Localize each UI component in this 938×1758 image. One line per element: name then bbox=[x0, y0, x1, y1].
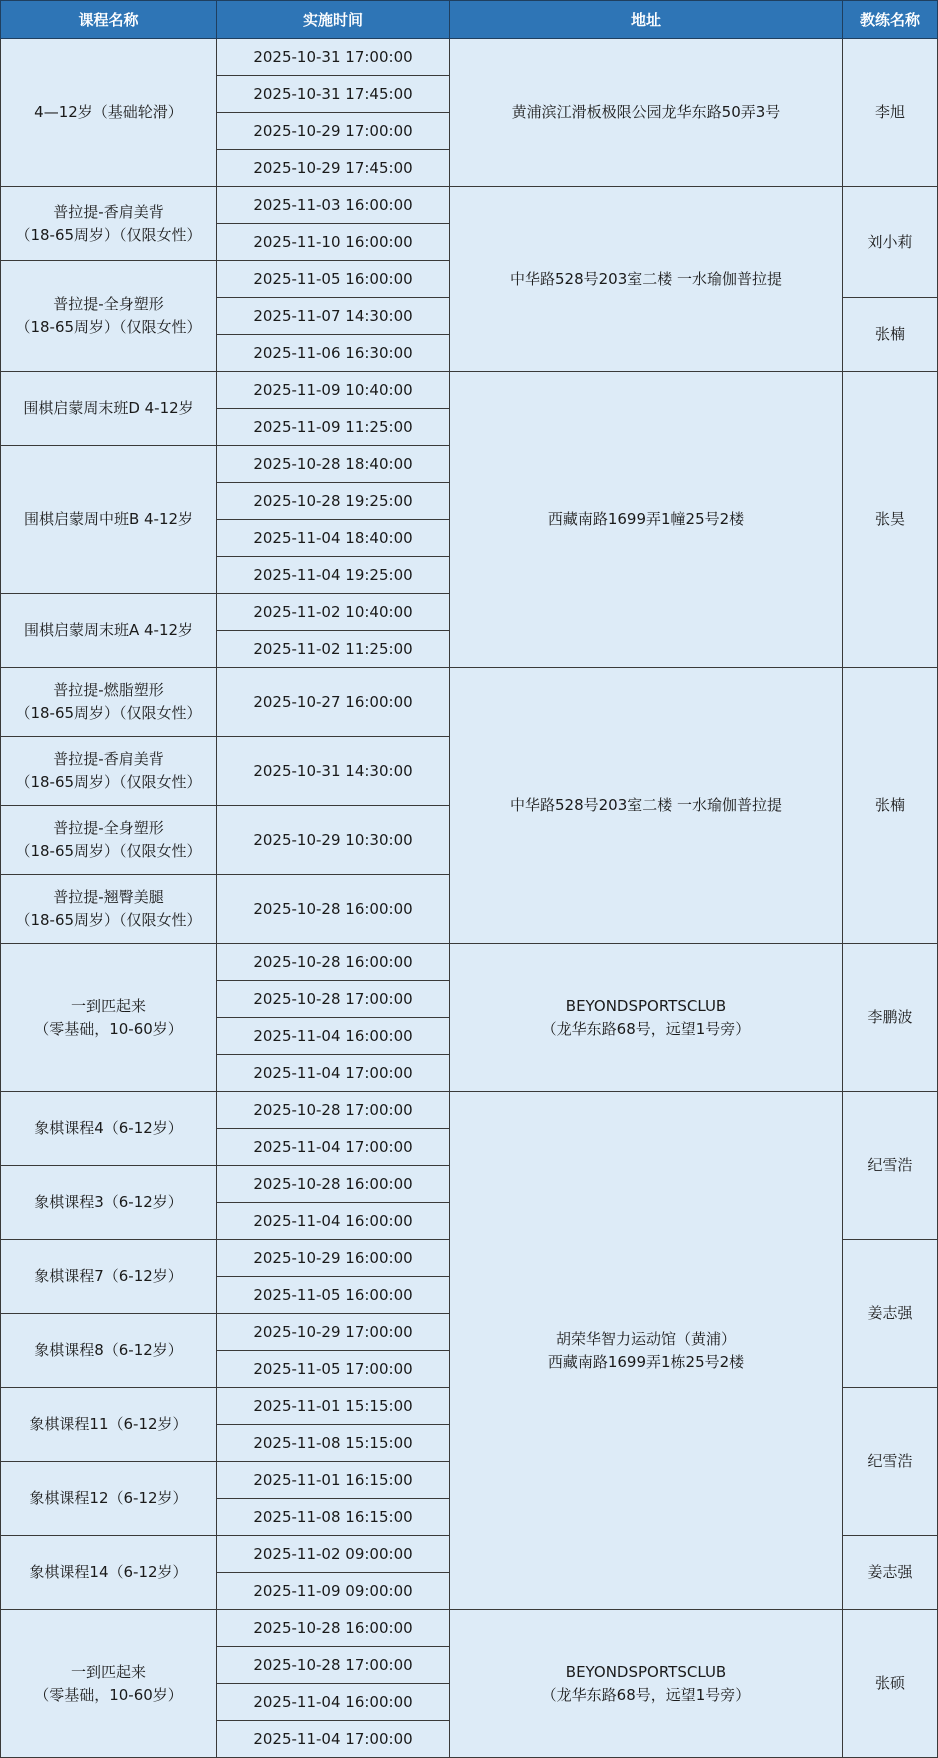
time-cell: 2025-10-27 16:00:00 bbox=[217, 668, 450, 737]
course-name-line: （零基础，10-60岁） bbox=[34, 1685, 183, 1704]
table-row bbox=[1, 944, 938, 981]
course-name-line: 普拉提-翘臀美腿 bbox=[53, 888, 164, 906]
course-name-line: 一到匹起来 bbox=[70, 996, 146, 1015]
course-name-line: （18-65周岁）（仅限女性） bbox=[15, 704, 202, 722]
course-name-cell bbox=[1, 668, 217, 737]
address-cell bbox=[450, 372, 843, 668]
time-cell: 2025-10-28 16:00:00 bbox=[217, 875, 450, 944]
address-line: （龙华东路68号，远望1号旁） bbox=[541, 1019, 751, 1038]
course-name-cell bbox=[1, 372, 217, 446]
time-cell: 2025-11-06 16:30:00 bbox=[217, 335, 450, 372]
coach-cell: 李鹏波 bbox=[843, 944, 938, 1092]
course-name-cell bbox=[1, 446, 217, 594]
time-cell: 2025-10-29 17:00:00 bbox=[217, 113, 450, 150]
course-name-cell bbox=[1, 39, 217, 187]
time-cell: 2025-11-08 15:15:00 bbox=[217, 1425, 450, 1462]
time-cell: 2025-10-28 16:00:00 bbox=[217, 944, 450, 981]
address-cell bbox=[450, 944, 843, 1092]
table-row bbox=[1, 1610, 938, 1647]
course-name-line: 象棋课程3（6-12岁） bbox=[34, 1193, 183, 1211]
coach-cell: 张楠 bbox=[843, 298, 938, 372]
time-cell: 2025-10-29 17:45:00 bbox=[217, 150, 450, 187]
course-name-line: 象棋课程8（6-12岁） bbox=[34, 1341, 183, 1359]
address-line: 胡荣华智力运动馆（黄浦） bbox=[555, 1329, 736, 1348]
time-cell: 2025-11-07 14:30:00 bbox=[217, 298, 450, 335]
course-name-cell bbox=[1, 1462, 217, 1536]
time-cell: 2025-11-04 16:00:00 bbox=[217, 1018, 450, 1055]
time-cell: 2025-11-04 18:40:00 bbox=[217, 520, 450, 557]
header-time: 实施时间 bbox=[217, 1, 450, 39]
course-name-line: 围棋启蒙周中班B 4-12岁 bbox=[23, 510, 194, 528]
time-cell: 2025-11-08 16:15:00 bbox=[217, 1499, 450, 1536]
course-name-cell bbox=[1, 261, 217, 372]
header-coach: 教练名称 bbox=[843, 1, 938, 39]
time-cell: 2025-10-31 14:30:00 bbox=[217, 737, 450, 806]
course-name-cell bbox=[1, 594, 217, 668]
time-cell: 2025-11-04 19:25:00 bbox=[217, 557, 450, 594]
course-name-line: 一到匹起来 bbox=[70, 1662, 146, 1681]
course-name-line: （18-65周岁）（仅限女性） bbox=[15, 911, 202, 929]
course-name-line: 4—12岁（基础轮滑） bbox=[34, 103, 183, 121]
time-cell: 2025-11-05 16:00:00 bbox=[217, 1277, 450, 1314]
address-line: BEYONDSPORTSCLUB bbox=[565, 996, 727, 1015]
course-name-line: 普拉提-全身塑形 bbox=[53, 295, 164, 313]
time-cell: 2025-11-04 16:00:00 bbox=[217, 1203, 450, 1240]
time-cell: 2025-11-04 17:00:00 bbox=[217, 1055, 450, 1092]
coach-cell: 李旭 bbox=[843, 39, 938, 187]
time-cell: 2025-10-28 16:00:00 bbox=[217, 1166, 450, 1203]
coach-cell: 纪雪浩 bbox=[843, 1092, 938, 1240]
address-line: 西藏南路1699弄1栋25号2楼 bbox=[547, 1352, 745, 1371]
course-name-cell bbox=[1, 1388, 217, 1462]
time-cell: 2025-11-02 09:00:00 bbox=[217, 1536, 450, 1573]
course-name-line: 象棋课程11（6-12岁） bbox=[29, 1415, 188, 1433]
time-cell: 2025-11-01 15:15:00 bbox=[217, 1388, 450, 1425]
course-name-line: 象棋课程7（6-12岁） bbox=[34, 1267, 183, 1285]
course-name-cell bbox=[1, 806, 217, 875]
address-line: 黄浦滨江滑板极限公园龙华东路50弄3号 bbox=[511, 103, 781, 121]
course-name-line: 普拉提-香肩美背 bbox=[53, 750, 164, 768]
address-line: 西藏南路1699弄1幢25号2楼 bbox=[547, 510, 745, 528]
header-course-name: 课程名称 bbox=[1, 1, 217, 39]
course-name-line: 普拉提-燃脂塑形 bbox=[53, 681, 164, 699]
time-cell: 2025-10-28 16:00:00 bbox=[217, 1610, 450, 1647]
time-cell: 2025-10-29 10:30:00 bbox=[217, 806, 450, 875]
course-name-cell bbox=[1, 1166, 217, 1240]
coach-cell: 姜志强 bbox=[843, 1536, 938, 1610]
course-name-line: 普拉提-香肩美背 bbox=[53, 202, 164, 221]
time-cell: 2025-11-02 10:40:00 bbox=[217, 594, 450, 631]
address-line: （龙华东路68号，远望1号旁） bbox=[541, 1685, 751, 1704]
time-cell: 2025-11-09 11:25:00 bbox=[217, 409, 450, 446]
time-cell: 2025-10-29 16:00:00 bbox=[217, 1240, 450, 1277]
course-name-line: 象棋课程12（6-12岁） bbox=[29, 1489, 188, 1507]
time-cell: 2025-11-02 11:25:00 bbox=[217, 631, 450, 668]
time-cell: 2025-11-09 10:40:00 bbox=[217, 372, 450, 409]
coach-cell: 纪雪浩 bbox=[843, 1388, 938, 1536]
time-cell: 2025-11-03 16:00:00 bbox=[217, 187, 450, 224]
course-name-cell bbox=[1, 944, 217, 1092]
time-cell: 2025-10-29 17:00:00 bbox=[217, 1314, 450, 1351]
time-cell: 2025-11-10 16:00:00 bbox=[217, 224, 450, 261]
coach-cell: 姜志强 bbox=[843, 1240, 938, 1388]
address-cell bbox=[450, 187, 843, 372]
course-name-line: （18-65周岁）（仅限女性） bbox=[15, 842, 202, 860]
address-cell bbox=[450, 39, 843, 187]
coach-cell: 张硕 bbox=[843, 1610, 938, 1758]
course-name-line: 普拉提-全身塑形 bbox=[53, 819, 164, 837]
time-cell: 2025-11-04 17:00:00 bbox=[217, 1721, 450, 1758]
course-name-cell bbox=[1, 1240, 217, 1314]
time-cell: 2025-11-05 16:00:00 bbox=[217, 261, 450, 298]
course-name-cell bbox=[1, 1536, 217, 1610]
course-name-line: （18-65周岁）（仅限女性） bbox=[15, 773, 202, 791]
address-cell bbox=[450, 1092, 843, 1610]
address-line: BEYONDSPORTSCLUB bbox=[565, 1662, 727, 1681]
time-cell: 2025-10-28 18:40:00 bbox=[217, 446, 450, 483]
address-cell bbox=[450, 668, 843, 944]
course-name-cell bbox=[1, 1092, 217, 1166]
address-line: 中华路528号203室二楼 一水瑜伽普拉提 bbox=[509, 796, 783, 814]
coach-cell: 张昊 bbox=[843, 372, 938, 668]
header-address: 地址 bbox=[450, 1, 843, 39]
time-cell: 2025-11-05 17:00:00 bbox=[217, 1351, 450, 1388]
time-cell: 2025-10-31 17:45:00 bbox=[217, 76, 450, 113]
coach-cell: 刘小莉 bbox=[843, 187, 938, 298]
time-cell: 2025-11-01 16:15:00 bbox=[217, 1462, 450, 1499]
course-name-line: 围棋启蒙周末班D 4-12岁 bbox=[23, 399, 194, 417]
table-row bbox=[1, 187, 938, 224]
course-name-cell bbox=[1, 737, 217, 806]
course-name-cell bbox=[1, 1610, 217, 1758]
table-row bbox=[1, 372, 938, 409]
course-name-line: （18-65周岁）（仅限女性） bbox=[15, 318, 202, 336]
table-row bbox=[1, 39, 938, 76]
course-name-cell bbox=[1, 187, 217, 261]
time-cell: 2025-11-04 16:00:00 bbox=[217, 1684, 450, 1721]
course-name-line: 象棋课程14（6-12岁） bbox=[29, 1563, 188, 1581]
time-cell: 2025-11-09 09:00:00 bbox=[217, 1573, 450, 1610]
time-cell: 2025-10-28 17:00:00 bbox=[217, 981, 450, 1018]
course-name-cell bbox=[1, 875, 217, 944]
course-name-cell bbox=[1, 1314, 217, 1388]
time-cell: 2025-10-28 17:00:00 bbox=[217, 1092, 450, 1129]
course-name-line: 象棋课程4（6-12岁） bbox=[34, 1119, 183, 1137]
coach-cell: 张楠 bbox=[843, 668, 938, 944]
table-row bbox=[1, 1092, 938, 1129]
time-cell: 2025-10-31 17:00:00 bbox=[217, 39, 450, 76]
time-cell: 2025-11-04 17:00:00 bbox=[217, 1129, 450, 1166]
course-name-line: （18-65周岁）（仅限女性） bbox=[15, 225, 202, 244]
header-row bbox=[1, 1, 938, 39]
address-line: 中华路528号203室二楼 一水瑜伽普拉提 bbox=[509, 269, 783, 288]
course-name-line: （零基础，10-60岁） bbox=[34, 1019, 183, 1038]
course-name-line: 围棋启蒙周末班A 4-12岁 bbox=[23, 621, 194, 639]
time-cell: 2025-10-28 17:00:00 bbox=[217, 1647, 450, 1684]
address-cell bbox=[450, 1610, 843, 1758]
table-row bbox=[1, 668, 938, 737]
time-cell: 2025-10-28 19:25:00 bbox=[217, 483, 450, 520]
